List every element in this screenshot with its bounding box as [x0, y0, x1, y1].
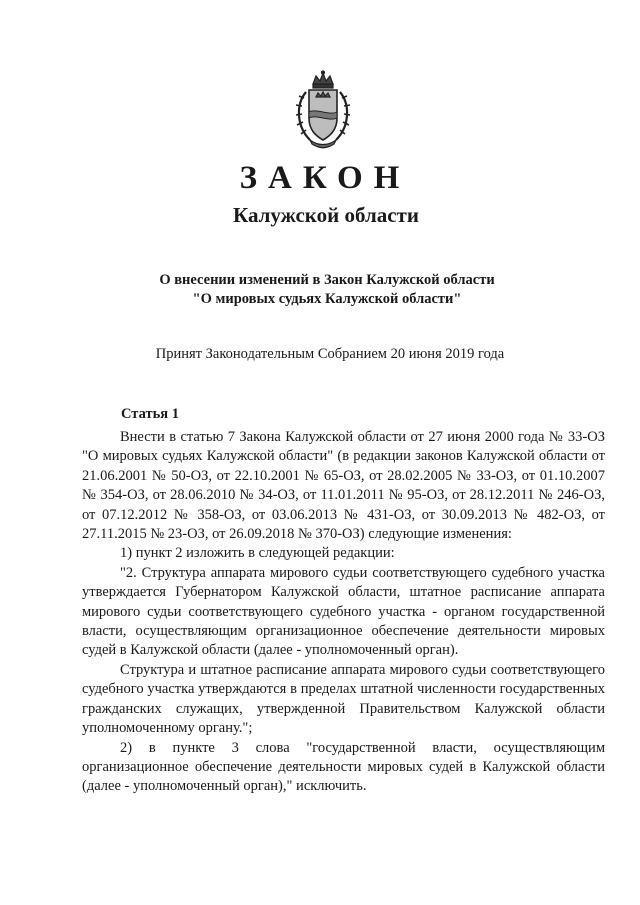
law-title: ЗАКОН — [239, 160, 411, 196]
article-paragraph: "2. Структура аппарата мирового судьи соответствующего судебного участка утверждается Губернатором Калужской области, штатное расписание аппарата мирового судьи соответствующего судебного участка - органом государственной власти, осуществляющим организационное обеспечение деятельности мировых судей в Калужской области (далее - уполномоченный орган). — [82, 564, 605, 659]
article-paragraph: 1) пункт 2 изложить в следующей редакции: — [120, 545, 395, 562]
law-subject — [0, 271, 640, 309]
article-body — [82, 428, 605, 797]
article-paragraph: Внести в статью 7 Закона Калужской области от 27 июня 2000 года № 33-ОЗ "О мировых судьях Калужской области" (в редакции законов Калужской области от 21.06.2001 № 50-ОЗ, от 22.10.2001 № 65-ОЗ, от 28.02.2005 № 33-ОЗ, от 01.10.2007 № 354-ОЗ, от 28.06.2010 № 34-ОЗ, от 11.01.2011 № 95-ОЗ, от 28.12.2011 № 246-ОЗ, от 07.12.2012 № 358-ОЗ, от 03.06.2013 № 431-ОЗ, от 30.09.2013 № 482-ОЗ, от 27.11.2015 № 23-ОЗ, от 26.09.2018 № 370-ОЗ) следующие изменения: — [82, 429, 605, 543]
coat-of-arms-emblem — [292, 70, 354, 150]
law-subject-line-1: О внесении изменений в Закон Калужской области — [159, 272, 495, 288]
article-heading: Статья 1 — [121, 406, 179, 422]
article-paragraph: Структура и штатное расписание аппарата мирового судьи соответствующего судебного участка утверждаются в пределах штатной численности государственных гражданских служащих, утвержденной Правительством Калужской области уполномоченному органу."; — [82, 661, 605, 737]
region-name: Калужской области — [233, 203, 419, 227]
adoption-statement: Принят Законодательным Собранием 20 июня 2019 года — [155, 346, 505, 362]
law-subject-line-2: "О мировых судьях Калужской области" — [192, 291, 462, 307]
article-paragraph: 2) в пункте 3 слова "государственной власти, осуществляющим организационное обеспечение деятельности мировых судей в Калужской области (далее - уполномоченный орган)," исключить. — [82, 739, 605, 795]
